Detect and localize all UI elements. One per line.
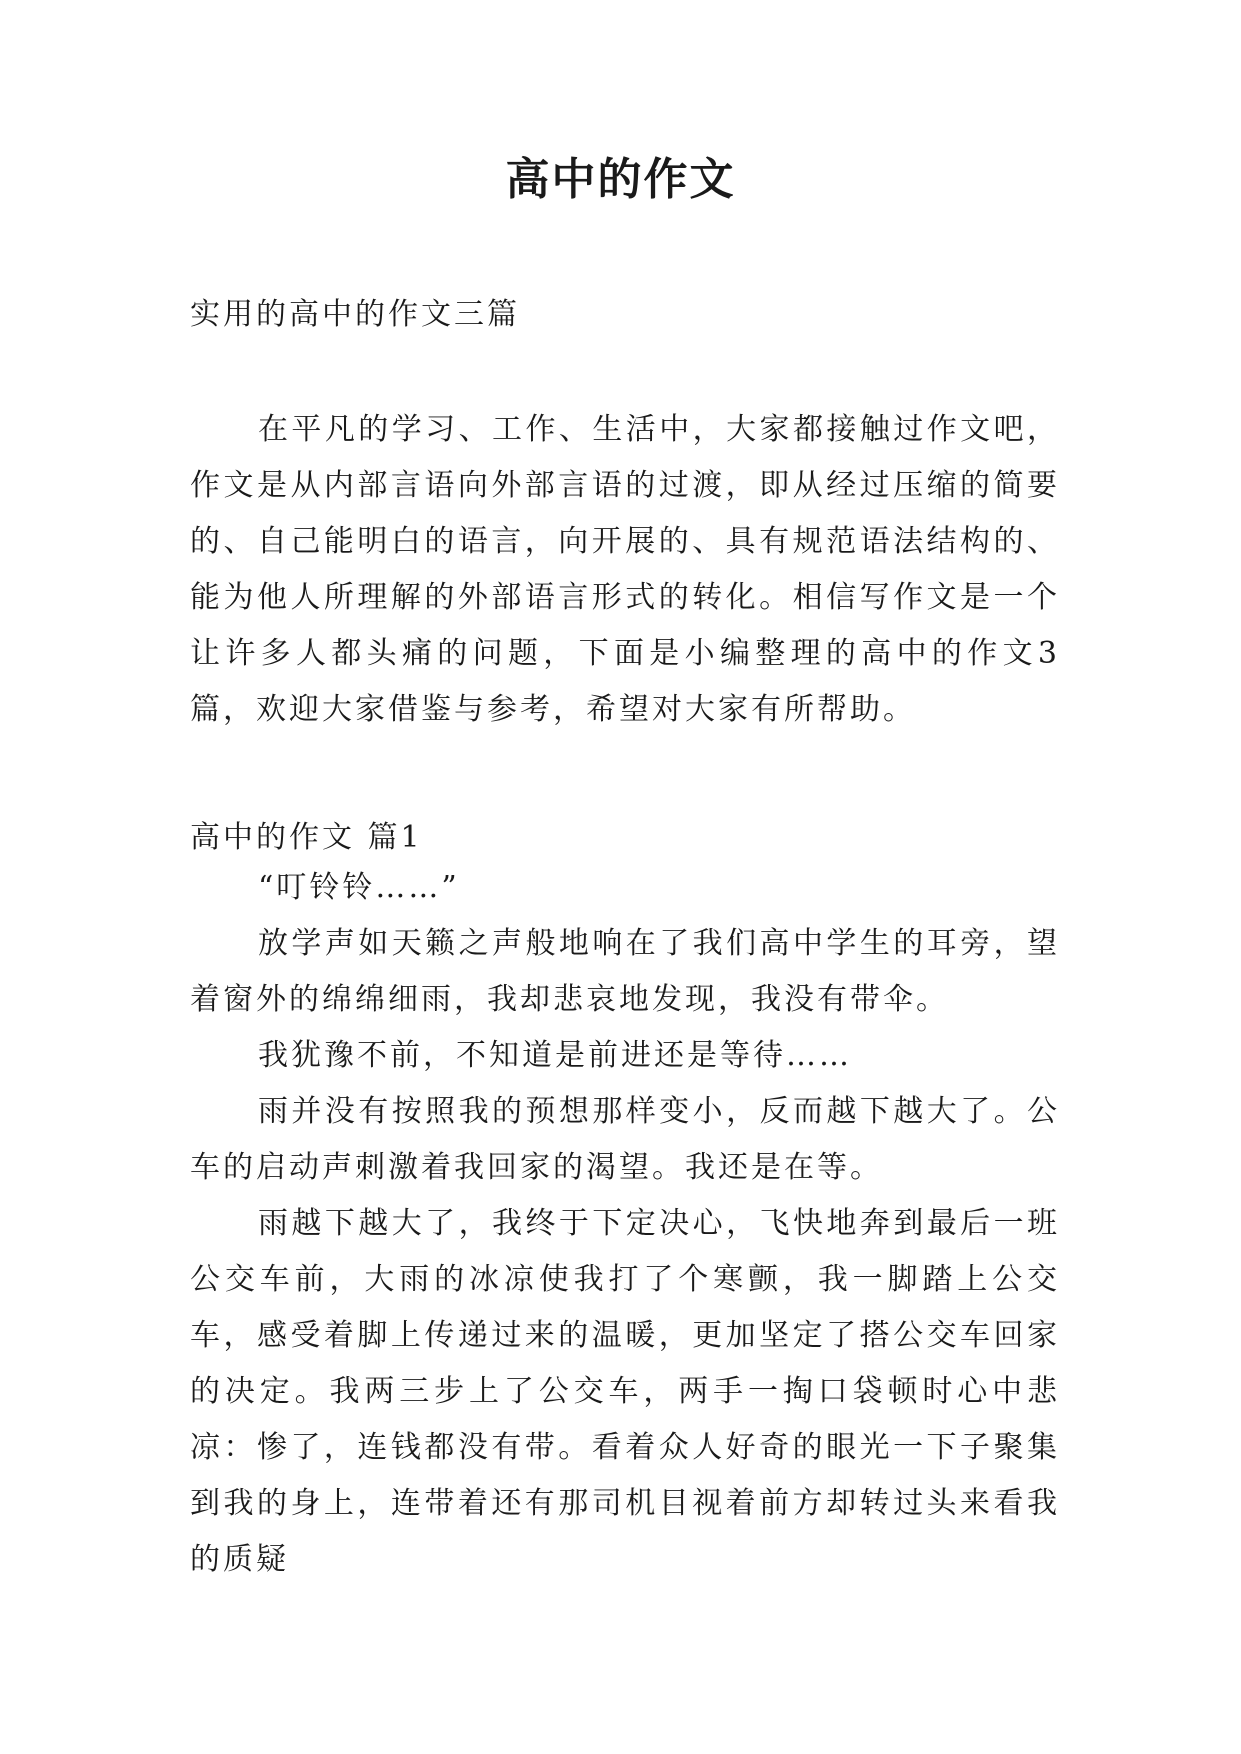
article-paragraph: 雨并没有按照我的预想那样变小，反而越下越大了。公车的启动声刺激着我回家的渴望。我还是在等。 [190,1094,1060,1185]
document-subtitle: 实用的高中的作文三篇 [190,297,520,332]
intro-paragraph: 在平凡的学习、工作、生活中，大家都接触过作文吧，作文是从内部言语向外部言语的过渡，即从经过压缩的简要的、自己能明白的语言，向开展的、具有规范语法结构的、能为他人所理解的外部语言形式的转化。相信写作文是一个让许多人都头痛的问题，下面是小编整理的高中的作文3篇，欢迎大家借鉴与参考，希望对大家有所帮助。 [190,412,1060,727]
article-paragraph: 放学声如天籁之声般地响在了我们高中学生的耳旁，望着窗外的绵绵细雨，我却悲哀地发现，我没有带伞。 [190,926,1060,1017]
article-body [190,860,1060,1588]
article-paragraph: 我犹豫不前，不知道是前进还是等待…… [258,1038,852,1073]
document-title: 高中的作文 [505,154,736,205]
article-paragraph: “叮铃铃……” [258,870,460,905]
article-paragraph: 雨越下越大了，我终于下定决心，飞快地奔到最后一班公交车前，大雨的冰凉使我打了个寒颤，我一脚踏上公交车，感受着脚上传递过来的温暖，更加坚定了搭公交车回家的决定。我两三步上了公交车，两手一掏口袋顿时心中悲凉：惨了，连钱都没有带。看着众人好奇的眼光一下子聚集到我的身上，连带着还有那司机目视着前方却转过头来看我的质疑 [190,1206,1060,1577]
section-heading: 高中的作文 篇1 [190,820,423,855]
